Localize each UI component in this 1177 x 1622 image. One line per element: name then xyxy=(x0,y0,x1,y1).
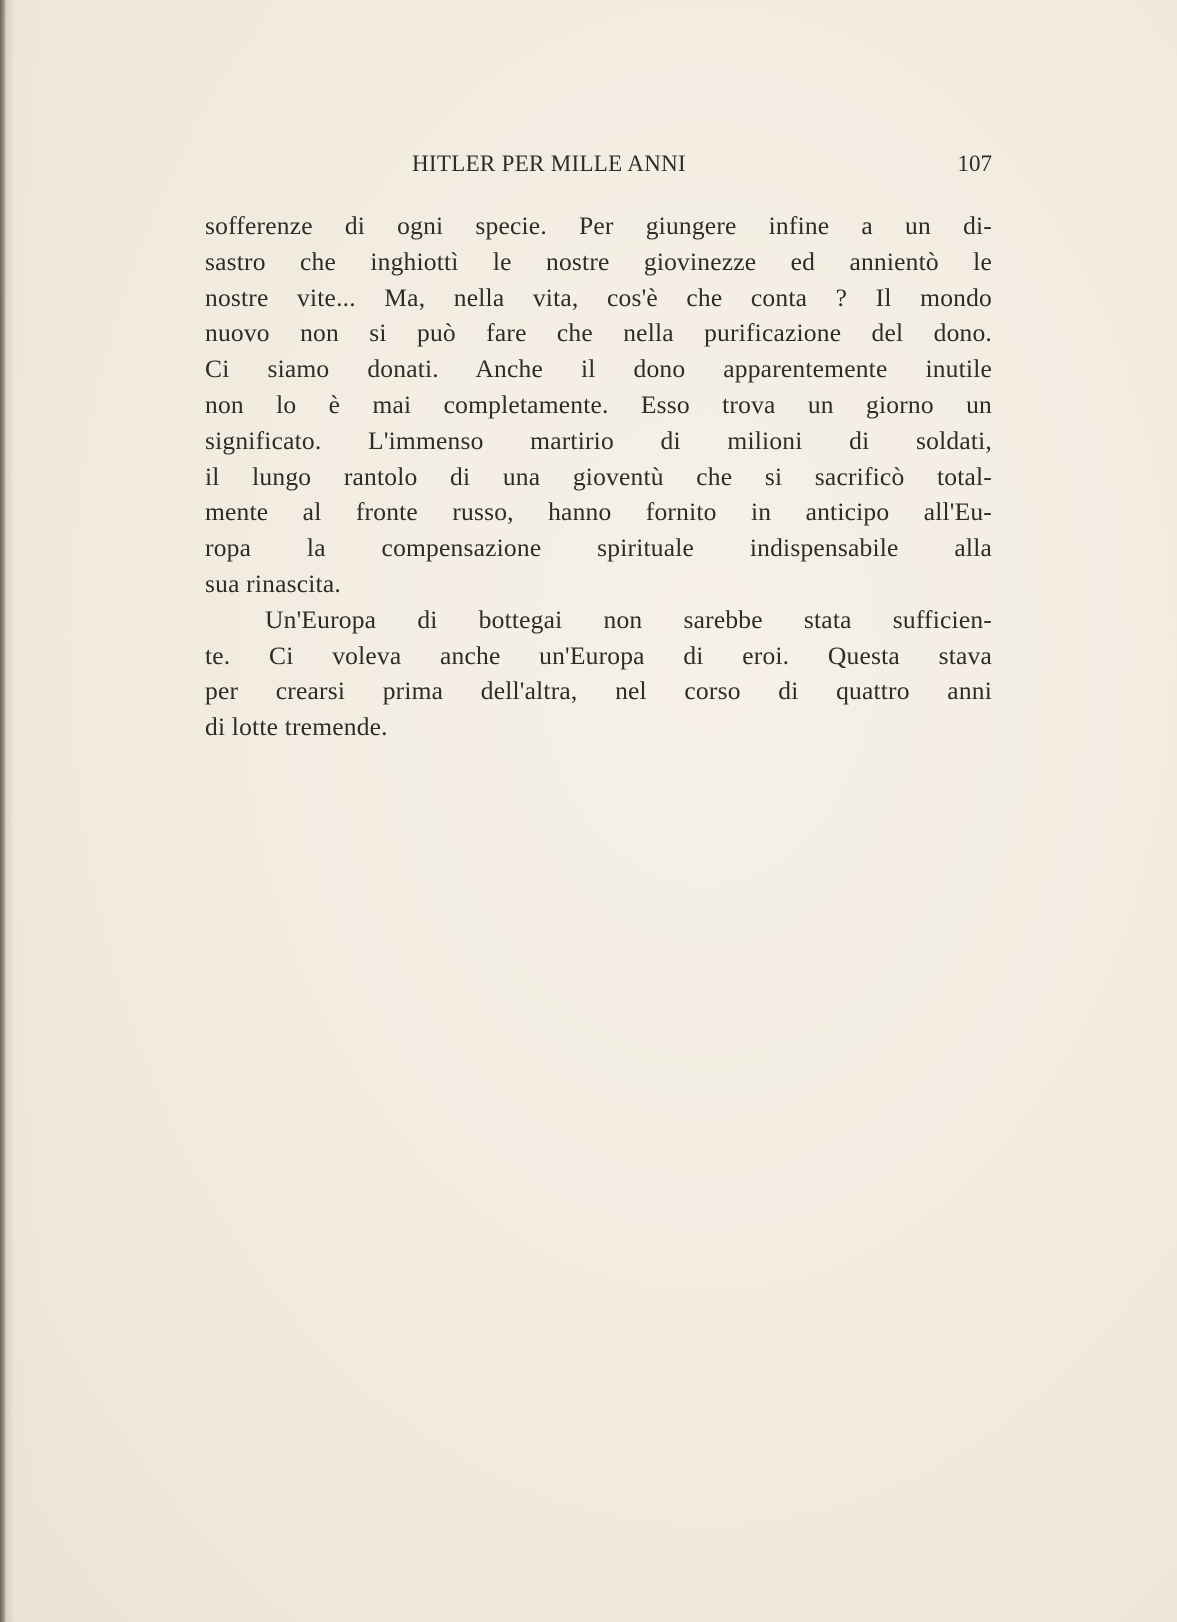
text-line: sastro che inghiottì le nostre giovinezze ed annientò le xyxy=(205,246,992,276)
text-line: te. Ci voleva anche un'Europa di eroi. Questa stava xyxy=(205,640,992,670)
running-title: HITLER PER MILLE ANNI xyxy=(412,151,686,176)
body-text xyxy=(205,208,992,745)
text-line: sofferenze di ogni specie. Per giungere infine a un di- xyxy=(205,211,992,240)
paragraph-1 xyxy=(205,208,992,602)
text-line: per crearsi prima dell'altra, nel corso di quattro anni xyxy=(205,676,992,706)
paragraph-2 xyxy=(205,602,992,745)
text-line: Ci siamo donati. Anche il dono apparentemente inutile xyxy=(205,354,992,384)
text-line: significato. L'immenso martirio di milioni di soldati, xyxy=(205,425,992,455)
page-header xyxy=(205,150,992,190)
text-line: di lotte tremende. xyxy=(205,712,388,742)
binding-shadow xyxy=(0,0,6,1622)
text-line: ropa la compensazione spirituale indispensabile alla xyxy=(205,533,992,563)
text-line: mente al fronte russo, hanno fornito in anticipo all'Eu- xyxy=(205,497,992,527)
text-line: non lo è mai completamente. Esso trova un giorno un xyxy=(205,389,992,419)
text-line: il lungo rantolo di una gioventù che si sacrificò total- xyxy=(205,461,992,491)
text-line: sua rinascita. xyxy=(205,568,341,598)
text-line: Un'Europa di bottegai non sarebbe stata sufficien- xyxy=(265,604,992,634)
text-line: nuovo non si può fare che nella purificazione del dono. xyxy=(205,318,992,348)
text-line: nostre vite... Ma, nella vita, cos'è che conta ? Il mondo xyxy=(205,282,992,312)
page-number: 107 xyxy=(957,151,992,176)
